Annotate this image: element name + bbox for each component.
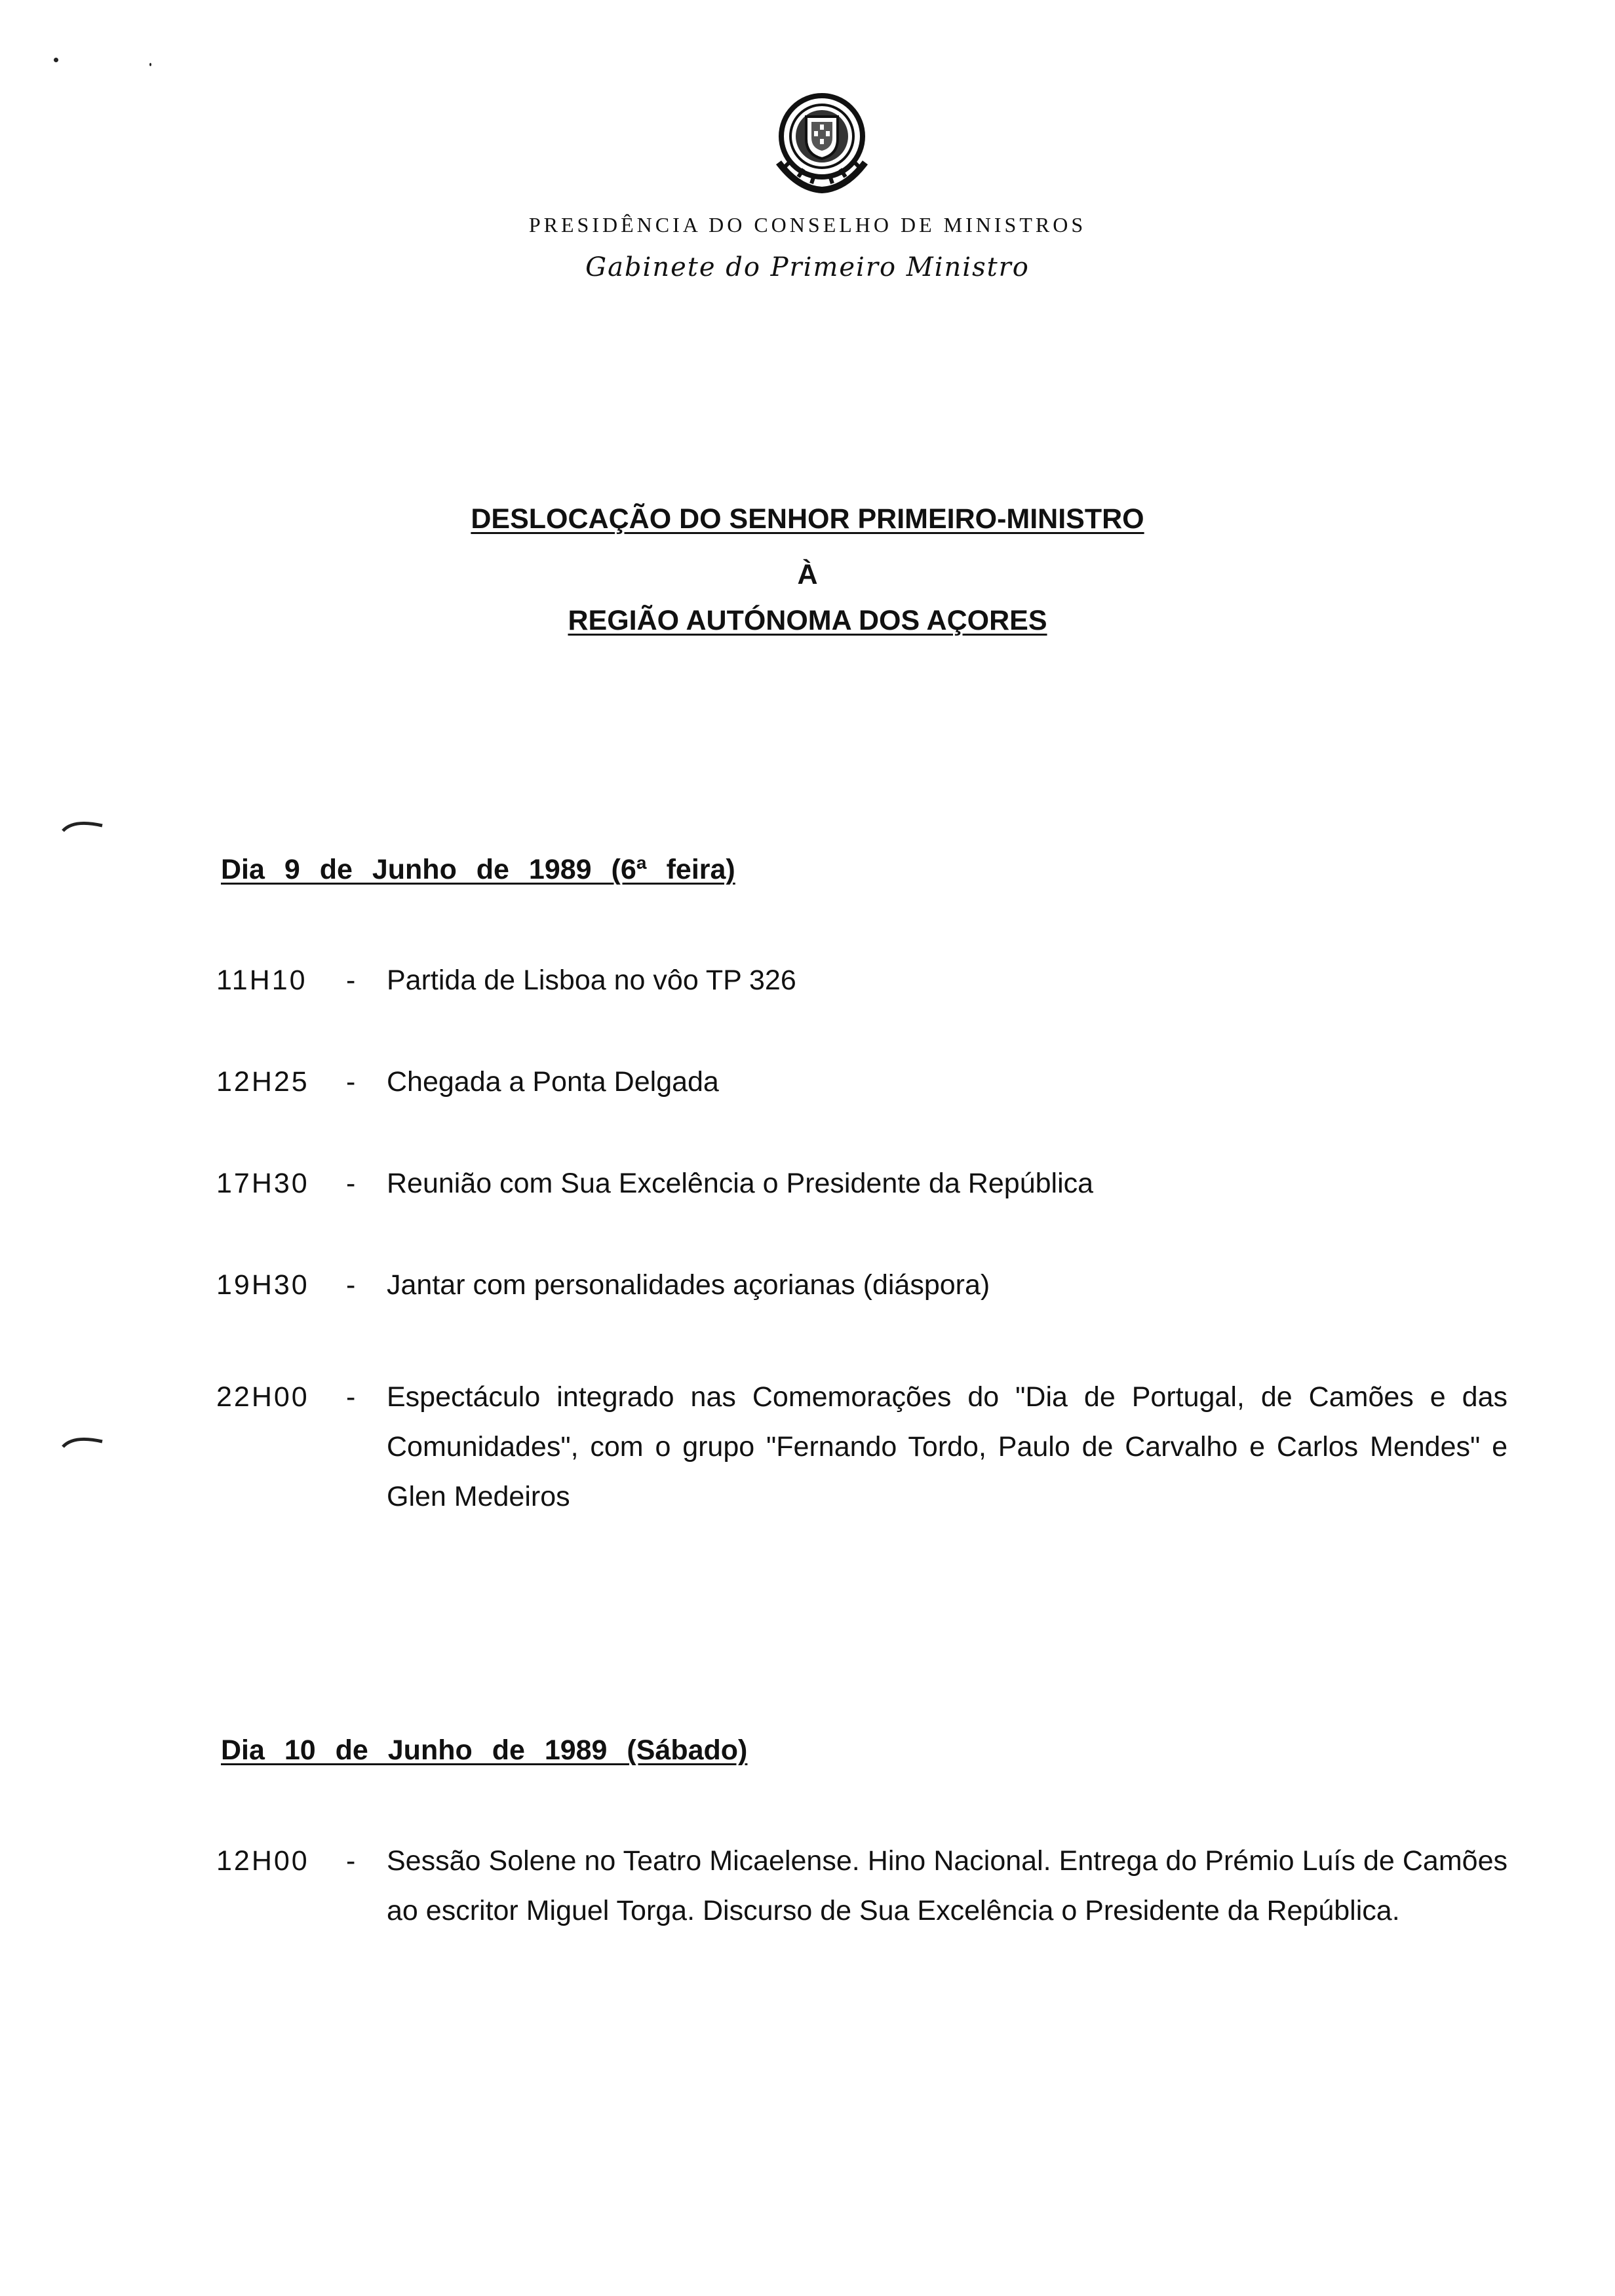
entry-description: Sessão Solene no Teatro Micaelense. Hino Nacional. Entrega do Prémio Luís de Camões ao escritor Miguel Torga. Discurso de Sua Excelência o Presidente da República. — [387, 1845, 1508, 1926]
entry-dash: - — [346, 1381, 356, 1413]
entry-time: 22H00 — [216, 1381, 309, 1413]
entry-description: Chegada a Ponta Delgada — [387, 1066, 719, 1098]
document-title-line-2: À — [797, 559, 818, 590]
entry-dash: - — [346, 1066, 356, 1098]
document-title-line-3: REGIÃO AUTÓNOMA DOS AÇORES — [568, 605, 1047, 636]
entry-dash: - — [346, 965, 356, 996]
entry-dash: - — [346, 1269, 356, 1301]
document-title-line-1: DESLOCAÇÃO DO SENHOR PRIMEIRO-MINISTRO — [471, 503, 1144, 535]
entry-dash: - — [346, 1845, 356, 1877]
entry-description: Espectáculo integrado nas Comemorações do "Dia de Portugal, de Camões e das Comunidades", com o grupo "Fernando Tordo, Paulo de Carvalho e Carlos Mendes" e Glen Medeiros — [387, 1381, 1508, 1512]
entry-time: 12H00 — [216, 1845, 309, 1877]
margin-mark — [60, 1430, 106, 1449]
entry-time: 12H25 — [216, 1066, 309, 1098]
scan-speck — [54, 58, 58, 62]
scan-speck — [149, 63, 151, 66]
portuguese-coat-of-arms-icon — [766, 84, 878, 197]
entry-description: Jantar com personalidades açorianas (diáspora) — [387, 1269, 990, 1301]
entry-dash: - — [346, 1168, 356, 1199]
margin-mark — [60, 814, 106, 833]
day-heading: Dia 9 de Junho de 1989 (6ª feira) — [221, 854, 735, 885]
entry-description: Reunião com Sua Excelência o Presidente da República — [387, 1168, 1094, 1199]
entry-time: 17H30 — [216, 1168, 309, 1199]
office-name: Gabinete do Primeiro Ministro — [585, 252, 1030, 282]
entry-time: 11H10 — [216, 965, 307, 996]
entry-time: 19H30 — [216, 1269, 309, 1301]
entry-description: Partida de Lisboa no vôo TP 326 — [387, 965, 796, 996]
day-heading: Dia 10 de Junho de 1989 (Sábado) — [221, 1734, 748, 1766]
organization-name: PRESIDÊNCIA DO CONSELHO DE MINISTROS — [528, 213, 1087, 237]
